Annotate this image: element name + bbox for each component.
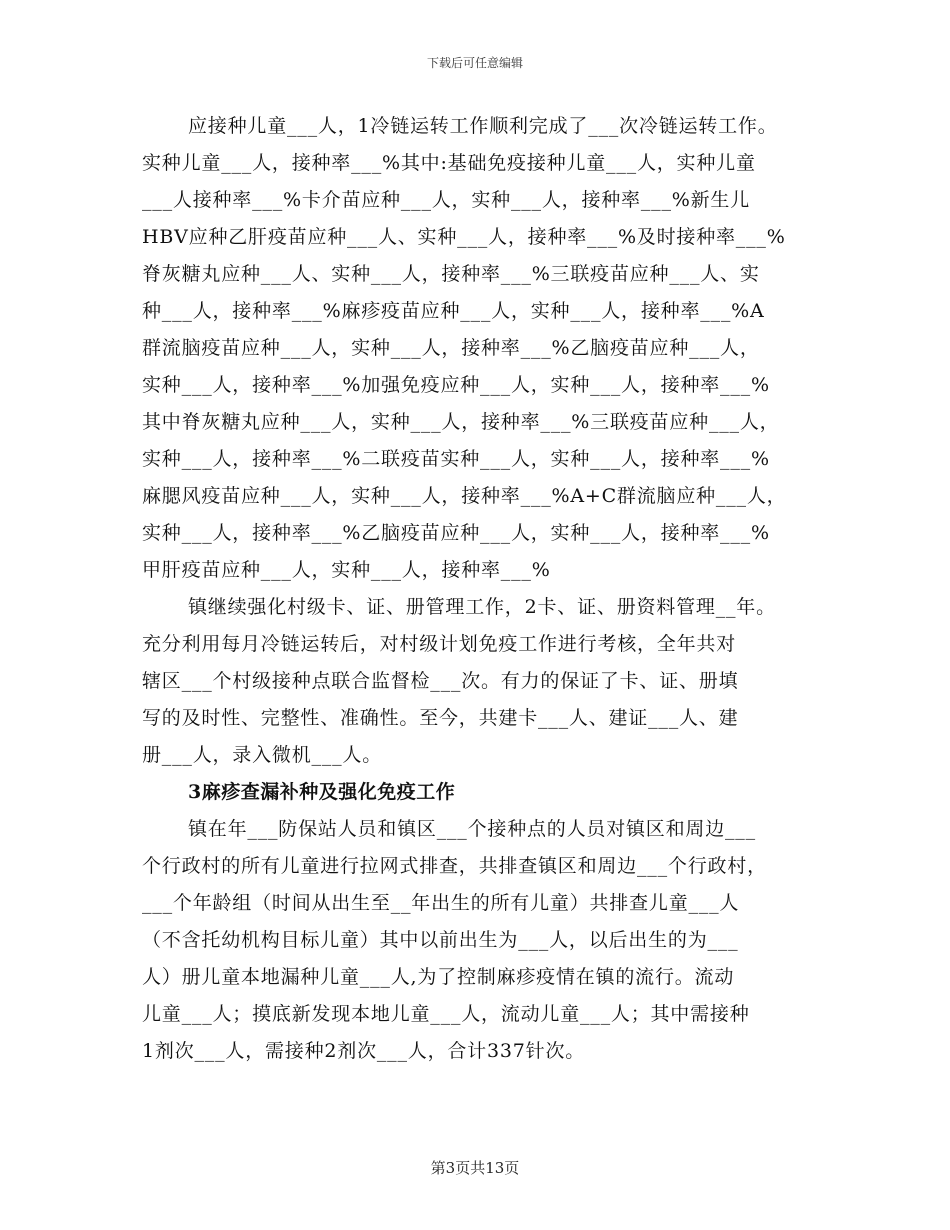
paragraph-record-management [142, 589, 822, 774]
text-line: 群流脑疫苗应种___人，实种___人，接种率___%乙脑疫苗应种___人， [142, 337, 760, 359]
text-line: 册___人，录入微机___人。 [142, 744, 383, 766]
text-line: 实种儿童___人，接种率___%其中:基础免疫接种儿童___人，实种儿童 [142, 152, 756, 174]
paragraph-vaccination-stats [142, 108, 822, 589]
document-body [142, 108, 822, 1070]
text-line: 种___人，接种率___%麻疹疫苗应种___人，实种___人，接种率___%A [142, 300, 765, 322]
paragraph-measles-campaign [142, 811, 822, 1070]
text-line: 其中脊灰糖丸应种___人，实种___人，接种率___%三联疫苗应种___人， [142, 411, 780, 433]
text-line: 写的及时性、完整性、准确性。至今，共建卡___人、建证___人、建 [142, 707, 739, 729]
text-line: ___个年龄组（时间从出生至__年出生的所有儿童）共排查儿童___人 [142, 892, 740, 914]
text-line: 充分利用每月冷链运转后，对村级计划免疫工作进行考核，全年共对 [142, 633, 737, 655]
text-line: 人）册儿童本地漏种儿童___人,为了控制麻疹疫情在镇的流行。流动 [142, 966, 735, 988]
text-line: ___人接种率___%卡介苗应种___人，实种___人，接种率___%新生儿 [142, 189, 751, 211]
text-line: （不含托幼机构目标儿童）其中以前出生为___人，以后出生的为___ [142, 929, 739, 951]
text-line: 个行政村的所有儿童进行拉网式排查，共排查镇区和周边___个行政村， [142, 855, 767, 877]
text-line: 1剂次___人，需接种2剂次___人，合计337针次。 [142, 1040, 586, 1062]
text-line: 实种___人，接种率___%二联疫苗实种___人，实种___人，接种率___% [142, 448, 770, 470]
text-line: 实种___人，接种率___%加强免疫应种___人，实种___人，接种率___% [142, 374, 770, 396]
text-line: HBV应种乙肝疫苗应种___人、实种___人，接种率___%及时接种率___% [142, 226, 786, 248]
section-heading: 3麻疹查漏补种及强化免疫工作 [188, 781, 456, 803]
text-line: 脊灰糖丸应种___人、实种___人，接种率___%三联疫苗应种___人、实 [142, 263, 760, 285]
text-line: 镇继续强化村级卡、证、册管理工作，2卡、证、册资料管理__年。 [188, 596, 776, 618]
text-line: 儿童___人；摸底新发现本地儿童___人，流动儿童___人；其中需接种 [142, 1003, 750, 1025]
text-line: 麻腮风疫苗应种___人，实种___人，接种率___%A+C群流脑应种___人， [142, 485, 787, 507]
page-footer: 第3页共13页 [430, 1159, 520, 1177]
text-line: 甲肝疫苗应种___人，实种___人，接种率___% [142, 559, 551, 581]
text-line: 实种___人，接种率___%乙脑疫苗应种___人，实种___人，接种率___% [142, 522, 770, 544]
text-line: 镇在年___防保站人员和镇区___个接种点的人员对镇区和周边___ [188, 818, 756, 840]
text-line: 应接种儿童___人，1冷链运转工作顺利完成了___次冷链运转工作。 [188, 115, 778, 137]
text-line: 辖区___个村级接种点联合监督检___次。有力的保证了卡、证、册填 [142, 670, 739, 692]
page-header: 下载后可任意编辑 [426, 56, 523, 70]
